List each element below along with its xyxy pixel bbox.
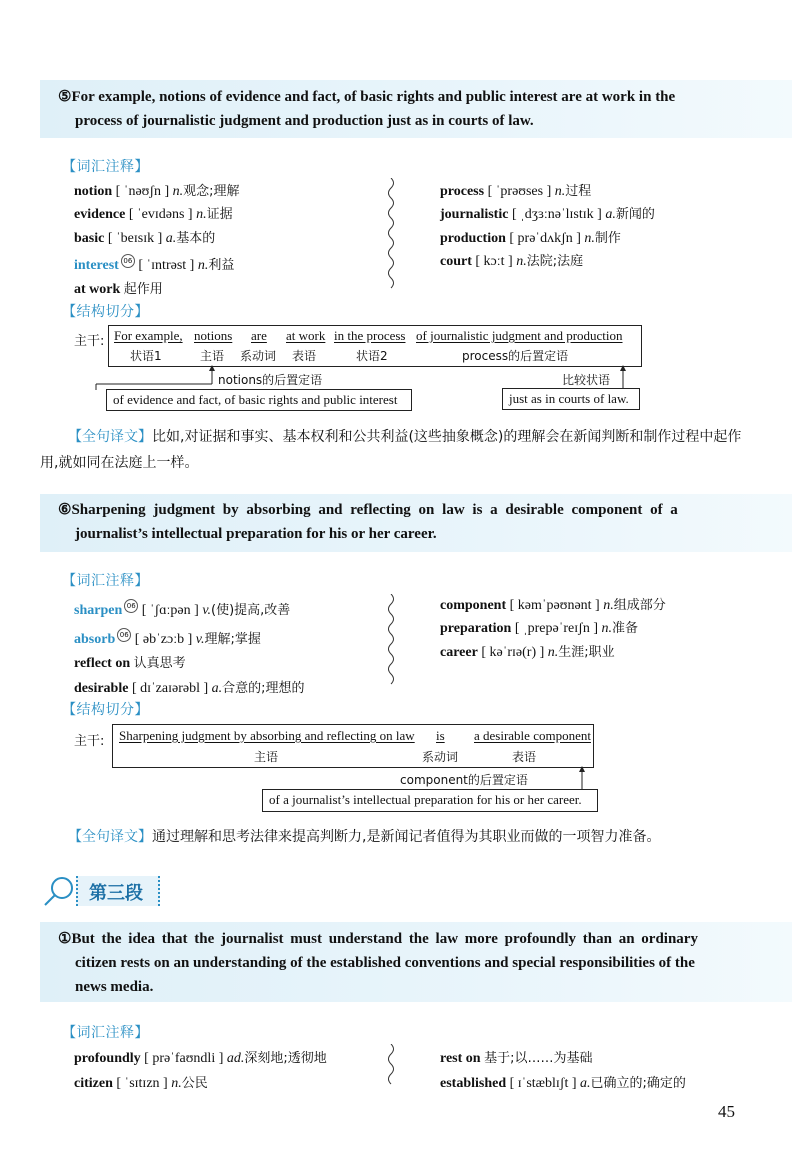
trunk-label-6: 主干:: [74, 734, 105, 749]
translation-5: 【全句译文】比如,对证据和事实、基本权利和公共利益(这些抽象概念)的理解会在新闻判断和制作过程中起作用,就如同在法庭上一样。: [40, 429, 742, 471]
section-title: 第三段: [89, 883, 143, 904]
sentence-6-line1: ⑥Sharpening judgment by absorbing and reflecting on law is a desirable component of a: [58, 502, 678, 518]
vocab-basic: basic [ ˈbeɪsɪk ] a.基本的: [74, 231, 216, 246]
label-adverbial1: 状语1: [130, 349, 162, 363]
vocab-rest-on: rest on 基于;以……为基础: [440, 1051, 593, 1066]
trunk-label-5: 主干:: [74, 334, 105, 349]
seg-trunk-verb: is: [436, 728, 445, 743]
vocab-court: court [ kɔːt ] n.法院;法庭: [440, 254, 584, 269]
vocab-career: career [ kəˈrɪə(r) ] n.生涯;职业: [440, 645, 615, 660]
label-notions-modifier: notions的后置定语: [218, 373, 323, 387]
frequency-badge-icon: 06: [121, 254, 135, 268]
vocab-sharpen: sharpen 06 [ ˈʃɑːpən ] v.(使)提高,改善: [74, 599, 290, 619]
vocab-component: component [ kəmˈpəʊnənt ] n.组成部分: [440, 598, 666, 613]
vocab-reflect-on: reflect on 认真思考: [74, 656, 186, 671]
label-predicative-6: 表语: [512, 750, 537, 764]
vocab-notion: notion [ ˈnəʊʃn ] n.观念;理解: [74, 184, 240, 199]
vocab-evidence: evidence [ ˈevɪdəns ] n.证据: [74, 207, 233, 222]
label-process-modifier: process的后置定语: [462, 349, 569, 363]
vocab-desirable: desirable [ dɪˈzaɪərəbl ] a.合意的;理想的: [74, 681, 305, 696]
label-verb-6: 系动词: [422, 750, 459, 764]
label-comparative: 比较状语: [562, 373, 611, 387]
sentence-1: [58, 927, 778, 999]
label-subject-6: 主语: [254, 750, 279, 764]
vocab-at-work: at work 起作用: [74, 282, 163, 297]
seg-of-journalistic: of journalistic judgment and production: [416, 328, 623, 343]
vocab-heading-1: 【词汇注释】: [62, 1025, 149, 1041]
vocab-heading-6: 【词汇注释】: [62, 573, 149, 589]
wavy-divider-icon: [384, 1044, 398, 1090]
sentence-5-line1: ⑤For example, notions of evidence and fact, of basic rights and public interest are at work in the: [58, 89, 676, 105]
structure-heading-6: 【结构切分】: [62, 702, 149, 718]
label-component-modifier: component的后置定语: [400, 773, 528, 787]
label-subject-5: 主语: [200, 349, 225, 363]
sentence-1-line1: ①But the idea that the journalist must understand the law more profoundly than an ordinary: [58, 931, 698, 947]
sentence-5-line2: process of journalistic judgment and production just as in courts of law.: [75, 113, 534, 129]
page-number: 45: [718, 1102, 735, 1121]
sentence-1-line2: citizen rests on an understanding of the established conventions and special responsibilities of the: [75, 955, 695, 971]
magnifier-icon: [40, 874, 76, 910]
modifier-box-5: of evidence and fact, of basic rights and public interest: [106, 389, 412, 411]
sentence-6-line2: journalist’s intellectual preparation for his or her career.: [75, 526, 437, 542]
modifier-box-6: of a journalist’s intellectual preparation for his or her career.: [262, 789, 598, 812]
vocab-production: production [ prəˈdʌkʃn ] n.制作: [440, 231, 621, 246]
structure-heading-5: 【结构切分】: [62, 304, 149, 320]
seg-for-example: For example,: [114, 328, 183, 343]
vocab-profoundly: profoundly [ prəˈfaʊndli ] ad.深刻地;透彻地: [74, 1051, 327, 1066]
vocab-journalistic: journalistic [ ˌdʒɜːnəˈlɪstɪk ] a.新闻的: [440, 207, 655, 222]
vocab-heading-5: 【词汇注释】: [62, 159, 149, 175]
frequency-badge-icon: 06: [124, 599, 138, 613]
comparative-box-5: just as in courts of law.: [502, 388, 640, 410]
seg-trunk-pred: a desirable component: [474, 728, 591, 743]
vocab-process: process [ ˈprəʊses ] n.过程: [440, 184, 592, 199]
frequency-badge-icon: 06: [117, 628, 131, 642]
vocab-interest: interest 06 [ ˈɪntrəst ] n.利益: [74, 254, 234, 274]
label-adverbial2: 状语2: [356, 349, 388, 363]
seg-are: are: [251, 328, 267, 343]
seg-in-the-process: in the process: [334, 328, 406, 343]
translation-6: 【全句译文】通过理解和思考法律来提高判断力,是新闻记者值得为其职业而做的一项智力准备。: [68, 829, 661, 845]
vocab-citizen: citizen [ ˈsɪtɪzn ] n.公民: [74, 1076, 208, 1091]
seg-trunk-subject: Sharpening judgment by absorbing and reflecting on law: [119, 728, 415, 743]
seg-notions: notions: [194, 328, 233, 343]
seg-at-work: at work: [286, 328, 326, 343]
label-predicative-5: 表语: [292, 349, 317, 363]
vocab-preparation: preparation [ ˌprepəˈreɪʃn ] n.准备: [440, 621, 638, 636]
label-verb-5: 系动词: [240, 349, 277, 363]
vocab-established: established [ ɪˈstæblɪʃt ] a.已确立的;确定的: [440, 1076, 686, 1091]
sentence-1-line3: news media.: [75, 979, 154, 995]
vocab-absorb: absorb 06 [ əbˈzɔːb ] v.理解;掌握: [74, 628, 261, 648]
